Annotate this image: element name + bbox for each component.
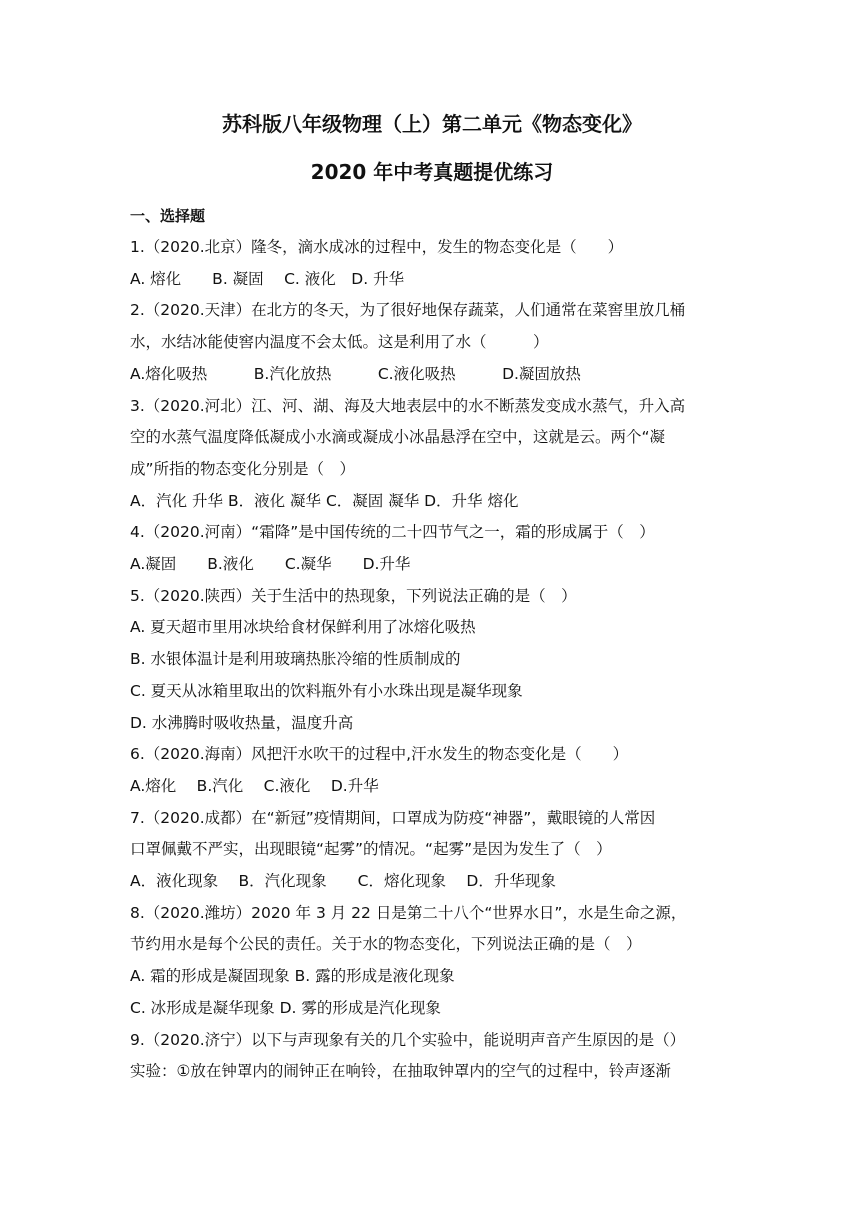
text-line: B. 水银体温计是利用玻璃热胀冷缩的性质制成的 xyxy=(130,650,461,669)
text-line: 8.（2020.潍坊）2020 年 3 月 22 日是第二十八个“世界水日”，水是生命之源， xyxy=(130,903,687,922)
document-subtitle: 2020 年中考真题提优练习 xyxy=(310,160,554,184)
text-line: 节约用水是每个公民的责任。关于水的物态变化，下列说法正确的是（ ） xyxy=(130,935,642,954)
text-line: D. 水沸腾时吸收热量，温度升高 xyxy=(130,713,354,732)
text-line: 成”所指的物态变化分别是（ ） xyxy=(130,459,356,478)
text-line: A.熔化吸热 B.汽化放热 C.液化吸热 D.凝固放热 xyxy=(130,364,581,383)
document-title: 苏科版八年级物理（上）第二单元《物态变化》 xyxy=(222,112,642,136)
text-line: 7.（2020.成都）在“新冠”疫情期间，口罩成为防疫“神器”，戴眼镜的人常因 xyxy=(130,808,656,827)
text-line: 4.（2020.河南）“霜降”是中国传统的二十四节气之一，霜的形成属于（ ） xyxy=(130,523,655,542)
text-line: A. 霜的形成是凝固现象 B. 露的形成是液化现象 xyxy=(130,967,455,986)
text-line: C. 夏天从冰箱里取出的饮料瓶外有小水珠出现是凝华现象 xyxy=(130,681,523,700)
question-list xyxy=(130,232,734,1088)
text-line: 6.（2020.海南）风把汗水吹干的过程中,汗水发生的物态变化是（ ） xyxy=(130,745,629,764)
section-heading: 一、选择题 xyxy=(130,207,206,225)
text-line: 空的水蒸气温度降低凝成小水滴或凝成小冰晶悬浮在空中，这就是云。两个“凝 xyxy=(130,428,666,447)
text-line: 2.（2020.天津）在北方的冬天，为了很好地保存蔬菜，人们通常在菜窖里放几桶 xyxy=(130,301,686,320)
text-line: 水，水结冰能使窖内温度不会太低。这是利用了水（ ） xyxy=(130,333,549,352)
text-line: A.熔化 B.汽化 C.液化 D.升华 xyxy=(130,776,379,795)
text-line: 3.（2020.河北）江、河、湖、海及大地表层中的水不断蒸发变成水蒸气，升入高 xyxy=(130,396,686,415)
text-line: 9.（2020.济宁）以下与声现象有关的几个实验中，能说明声音产生原因的是（） xyxy=(130,1030,686,1049)
text-line: 实验：①放在钟罩内的闹钟正在响铃，在抽取钟罩内的空气的过程中，铃声逐渐 xyxy=(130,1062,671,1081)
text-line: 1.（2020.北京）隆冬，滴水成冰的过程中，发生的物态变化是（ ） xyxy=(130,238,624,256)
text-line: C. 冰形成是凝华现象 D. 雾的形成是汽化现象 xyxy=(130,998,441,1017)
text-line: A．汽化 升华 B．液化 凝华 C．凝固 凝华 D．升华 熔化 xyxy=(130,491,519,510)
text-line: A.凝固 B.液化 C.凝华 D.升华 xyxy=(130,555,411,574)
text-line: A. 熔化 B. 凝固 C. 液化 D. 升华 xyxy=(130,269,405,288)
text-line: 口罩佩戴不严实，出现眼镜“起雾”的情况。“起雾”是因为发生了（ ） xyxy=(130,840,612,859)
text-line: A. 夏天超市里用冰块给食材保鲜利用了冰熔化吸热 xyxy=(130,618,476,637)
text-line: A．液化现象 B．汽化现象 C．熔化现象 D．升华现象 xyxy=(130,872,556,891)
text-line: 5.（2020.陕西）关于生活中的热现象，下列说法正确的是（ ） xyxy=(130,586,577,605)
